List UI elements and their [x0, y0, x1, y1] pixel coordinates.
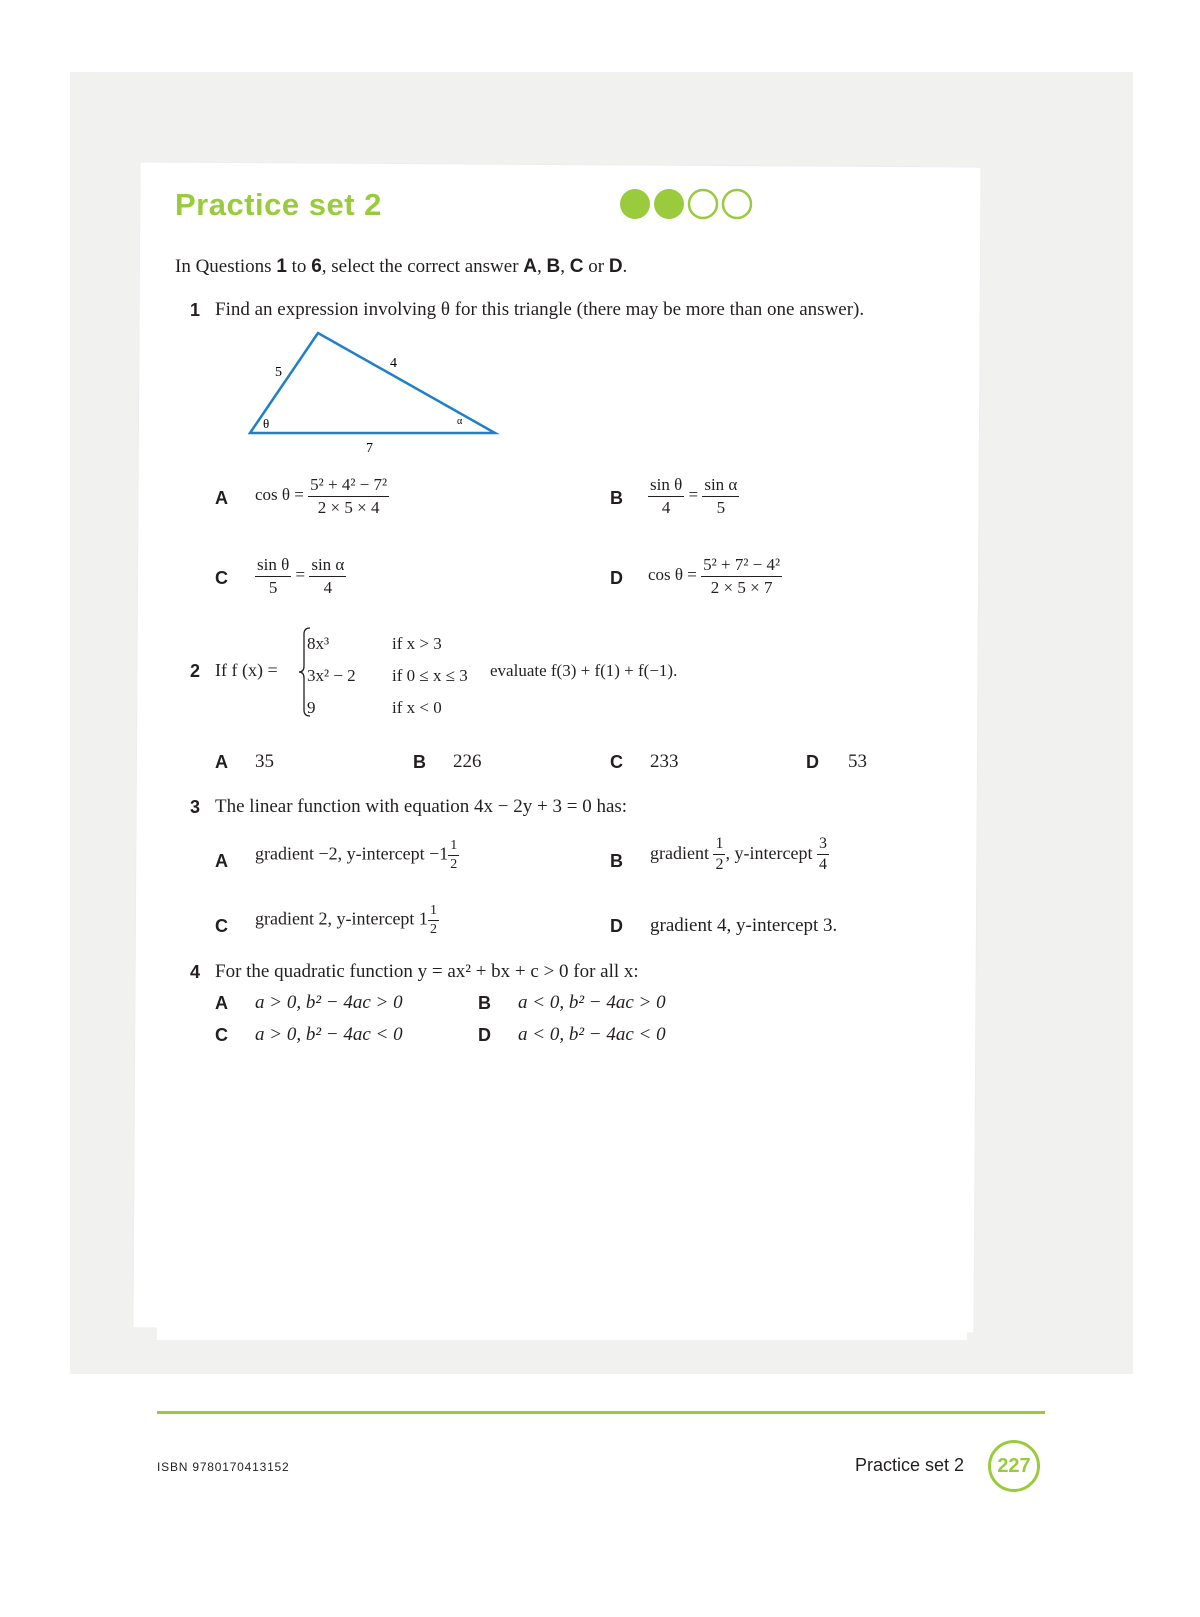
- option-b-expression[interactable]: $\frac{\text{sin θ}}{4}$ = $\frac{\text{sin α}}{5}$: [650, 475, 738, 517]
- question-number: 1: [190, 300, 201, 320]
- page-number: 227: [997, 1454, 1031, 1477]
- case-row: 8x³ if x > 3: [307, 634, 442, 653]
- option-d-expression[interactable]: gradient 4, y-intercept 3.: [650, 915, 838, 936]
- side-label: 4: [390, 356, 397, 371]
- question-number: 2: [190, 661, 201, 681]
- option-label[interactable]: D: [806, 752, 819, 772]
- difficulty-dot-empty: [689, 190, 717, 218]
- option-value[interactable]: 226: [453, 751, 482, 772]
- case-row: 3x² − 2 if 0 ≤ x ≤ 3: [307, 666, 468, 685]
- case-row: 9 if x < 0: [307, 698, 442, 717]
- option-label[interactable]: C: [215, 568, 228, 588]
- option-label[interactable]: A: [215, 993, 228, 1013]
- angle-label: θ: [263, 416, 270, 431]
- triangle-diagram: [240, 325, 500, 455]
- question-text: For the quadratic function y = ax² + bx + c > 0 for all x:: [215, 961, 639, 982]
- instructions: In Questions 1 to 6, select the correct answer A, B, C or D.: [175, 256, 628, 277]
- side-label: 7: [366, 441, 373, 455]
- question-text: Find an expression involving θ for this triangle (there may be more than one answer).: [215, 299, 865, 320]
- question-tail: evaluate f(3) + f(1) + f(−1).: [490, 661, 678, 680]
- option-value[interactable]: a > 0, b² − 4ac > 0: [255, 992, 403, 1013]
- option-label[interactable]: C: [215, 916, 228, 936]
- question-lead: If f (x) =: [215, 660, 278, 680]
- side-label: 5: [275, 365, 282, 380]
- page-title: Practice set 2: [175, 187, 382, 222]
- option-label[interactable]: C: [215, 1025, 228, 1045]
- option-c-expression[interactable]: gradient 2, y-intercept 1 $\frac{1}{2}$: [255, 903, 437, 938]
- option-label[interactable]: D: [610, 916, 623, 936]
- difficulty-dot-empty: [723, 190, 751, 218]
- footer-divider: [157, 1411, 1045, 1414]
- option-label[interactable]: D: [610, 568, 623, 588]
- option-value[interactable]: 35: [255, 751, 274, 772]
- question-number: 4: [190, 962, 201, 982]
- option-value[interactable]: a > 0, b² − 4ac < 0: [255, 1024, 403, 1045]
- isbn: ISBN 9780170413152: [157, 1460, 290, 1474]
- difficulty-dot-filled: [654, 189, 684, 219]
- option-label[interactable]: C: [610, 752, 623, 772]
- option-value[interactable]: 233: [650, 751, 679, 772]
- option-label[interactable]: B: [413, 752, 426, 772]
- option-value[interactable]: a < 0, b² − 4ac < 0: [518, 1024, 666, 1045]
- angle-label: α: [457, 416, 463, 427]
- option-label[interactable]: B: [610, 851, 623, 871]
- piecewise-cases: [307, 628, 468, 724]
- option-d-expression[interactable]: cos θ = $\frac{\text{5² + 7² − 4²}}{2 \times 5 \times 7}$: [648, 555, 781, 597]
- option-a-expression[interactable]: cos θ = $\frac{\text{5² + 4² − 7²}}{2 \times 5 \times 4}$: [255, 475, 388, 517]
- option-c-expression[interactable]: $\frac{\text{sin θ}}{5}$ = $\frac{\text{sin α}}{4}$: [257, 555, 345, 597]
- question-text: The linear function with equation 4x − 2y + 3 = 0 has:: [215, 796, 628, 817]
- option-label[interactable]: D: [478, 1025, 491, 1045]
- footer-section-title: Practice set 2: [855, 1455, 965, 1475]
- option-label[interactable]: B: [610, 488, 623, 508]
- option-label[interactable]: A: [215, 851, 228, 871]
- option-a-expression[interactable]: gradient −2, y-intercept −1 $\frac{1}{2}$: [255, 838, 458, 873]
- option-value[interactable]: a < 0, b² − 4ac > 0: [518, 992, 666, 1013]
- question-number: 3: [190, 797, 201, 817]
- option-label[interactable]: B: [478, 993, 491, 1013]
- option-label[interactable]: A: [215, 488, 228, 508]
- option-label[interactable]: A: [215, 752, 228, 772]
- option-b-expression[interactable]: gradient $\frac{1}{2}$ , y-intercept $\frac{3}{4}$: [650, 835, 827, 874]
- option-value[interactable]: 53: [848, 751, 867, 772]
- difficulty-dot-filled: [620, 189, 650, 219]
- page-number-badge: [988, 1440, 1040, 1492]
- difficulty-dots: [618, 186, 758, 222]
